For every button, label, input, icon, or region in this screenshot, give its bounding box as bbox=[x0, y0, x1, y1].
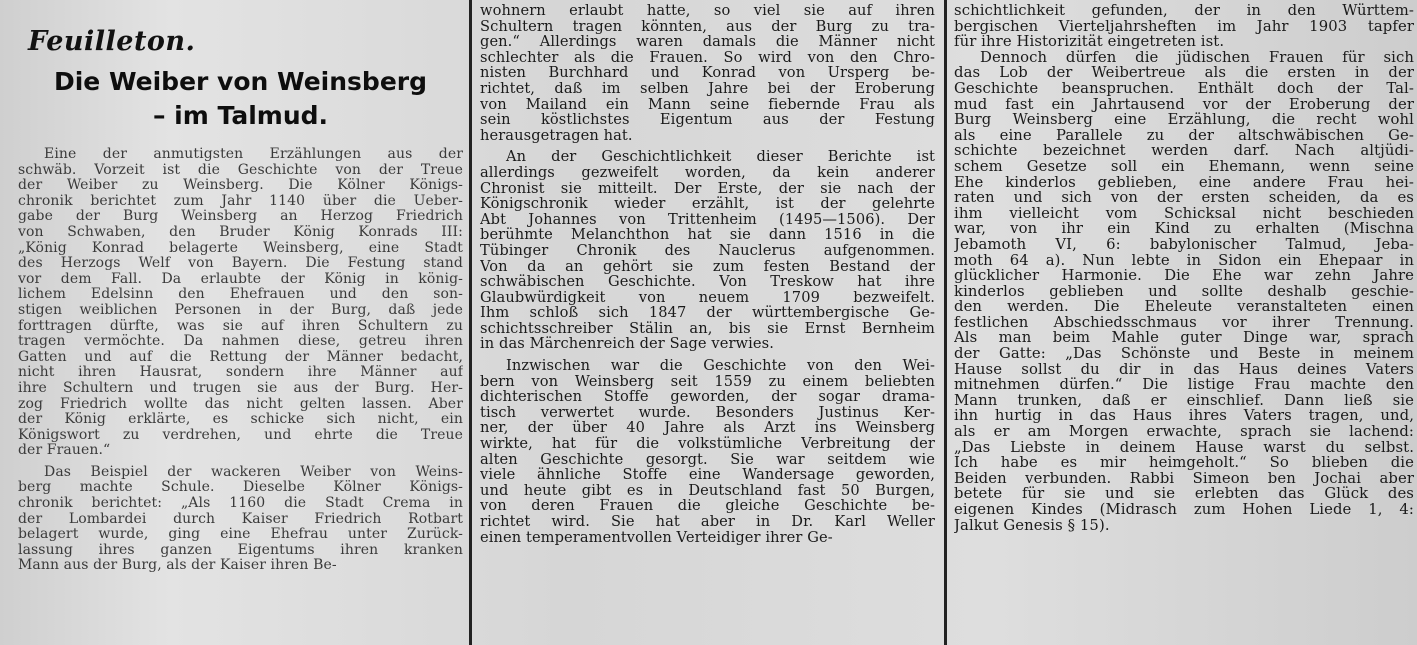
text-line: ner, der über 40 Jahre als Arzt ins Weinsberg bbox=[480, 419, 935, 437]
text-line: gen.“ Allerdings waren damals die Männer nicht bbox=[480, 33, 935, 51]
text-line: schwäb. Vorzeit ist die Geschichte von der Treue bbox=[18, 161, 463, 178]
text-line: allerdings gezweifelt worden, da kein anderer bbox=[480, 163, 935, 181]
text-line: Königschronik wieder erzählt, ist der gelehrte bbox=[480, 195, 935, 213]
text-line: belagert wurde, ging eine Ehefrau unter Zurück- bbox=[18, 526, 463, 543]
text-line: mitnehmen dürfen.“ Die listige Frau machte den bbox=[954, 376, 1414, 394]
text-line: Abt Johannes von Trittenheim (1495—1506). Der bbox=[480, 210, 935, 228]
text-line: als er am Morgen erwachte, sprach sie lachend: bbox=[954, 423, 1414, 441]
text-line: für ihre Historizität eingetreten ist. bbox=[954, 33, 1225, 51]
text-line: Königswort zu verdrehen, und ehrte die Treue bbox=[18, 426, 463, 443]
text-line: das Lob der Weibertreue als die ersten in der bbox=[954, 64, 1414, 82]
text-line: Eine der anmutigsten Erzählungen aus der bbox=[44, 146, 463, 162]
text-line: kinderlos geblieben und sollte deshalb geschie- bbox=[954, 282, 1414, 300]
text-line: schlechter als die Frauen. So wird von den Chro- bbox=[480, 48, 935, 66]
text-line: von Schwaben, den Bruder König Konrads III: bbox=[18, 223, 463, 240]
text-line: in das Märchenreich der Sage verwies. bbox=[480, 335, 774, 353]
text-line: der Gatte: „Das Schönste und Beste in meinem bbox=[954, 345, 1414, 363]
text-line: nisten Burchhard und Konrad von Ursperg be- bbox=[480, 64, 935, 82]
text-line: forttragen dürfte, was sie auf ihren Schultern zu bbox=[18, 317, 463, 334]
column-3 bbox=[954, 0, 1414, 645]
text-line: lichem Edelsinn den Ehefrauen und den son- bbox=[18, 286, 463, 303]
column-rule bbox=[944, 0, 947, 645]
text-line: Mann aus der Burg, als der Kaiser ihren Be- bbox=[18, 557, 337, 574]
text-line: des Herzogs Welf von Bayern. Die Festung stand bbox=[18, 255, 463, 272]
text-line: Geschichte beanspruchen. Enthält doch der Tal- bbox=[954, 79, 1414, 97]
text-line: von deren Frauen die gleiche Geschichte be- bbox=[480, 497, 935, 515]
text-line: Das Beispiel der wackeren Weiber von Weins- bbox=[44, 463, 463, 480]
text-line: tisch verwertet wurde. Besonders Justinus Ker- bbox=[480, 403, 935, 421]
article-headline bbox=[18, 65, 463, 133]
text-line: tragen vermöchte. Da nahmen diese, getreu ihren bbox=[18, 333, 463, 350]
text-line: Chronist sie mitteilt. Der Erste, der sie nach der bbox=[480, 179, 935, 197]
text-line: berühmte Melanchthon hat sie dann 1516 in die bbox=[480, 226, 935, 244]
text-line: Von da an gehört sie zum festen Bestand der bbox=[480, 257, 935, 275]
text-line: Ich habe es mir heimgeholt.“ So blieben die bbox=[954, 454, 1414, 472]
headline-line-2: – im Talmud. bbox=[152, 101, 329, 130]
text-line: glücklicher Harmonie. Die Ehe war zehn Jahre bbox=[954, 267, 1414, 285]
text-line: chronik berichtet zum Jahr 1140 über die Ueber- bbox=[18, 192, 463, 209]
text-line: schwäbischen Geschichte. Von Treskow hat ihre bbox=[480, 273, 935, 291]
text-line: „Das Liebste in deinem Hause warst du selbst. bbox=[954, 438, 1414, 456]
text-line: Beiden verbunden. Rabbi Simeon ben Jochai aber bbox=[954, 469, 1414, 487]
column-rule bbox=[469, 0, 472, 645]
headline-line-1: Die Weiber von Weinsberg bbox=[53, 67, 427, 96]
text-line: Schultern tragen könnten, aus der Burg zu tra- bbox=[480, 17, 935, 35]
text-line: Glaubwürdigkeit von neuem 1709 bezweifelt. bbox=[480, 288, 935, 306]
text-line: gabe der Burg Weinsberg an Herzog Friedrich bbox=[18, 208, 463, 225]
column-1 bbox=[18, 0, 463, 645]
text-line: mud fast ein Jahrtausend vor der Eroberung der bbox=[954, 95, 1414, 113]
text-line: Inzwischen war die Geschichte von den Wei- bbox=[506, 357, 935, 375]
text-line: „König Konrad belagerte Weinsberg, eine Stadt bbox=[18, 239, 463, 256]
text-line: als eine Parallele zu der altschwäbischen Ge- bbox=[954, 126, 1414, 144]
text-line: Jalkut Genesis § 15). bbox=[954, 516, 1110, 534]
text-line: eigenen Kindes (Midrasch zum Hohen Liede 1, 4: bbox=[954, 501, 1414, 518]
text-line: sein köstlichstes Eigentum aus der Festung bbox=[480, 111, 935, 129]
text-line: alten Geschichte gesorgt. Sie war seitdem wie bbox=[480, 450, 935, 468]
text-line: der Frauen.“ bbox=[18, 442, 111, 459]
text-line: dichterischen Stoffe geworden, der sogar drama- bbox=[480, 388, 935, 406]
section-rubric: Feuilleton. bbox=[28, 26, 196, 57]
text-line: bern von Weinsberg seit 1559 zu einem beliebten bbox=[480, 372, 935, 390]
text-line: zog Friedrich wollte das nicht gelten lassen. Aber bbox=[18, 395, 463, 412]
text-line: stigen weiblichen Personen in der Burg, daß jede bbox=[18, 301, 463, 318]
text-line: schichtlichkeit gefunden, der in den Württem- bbox=[954, 2, 1414, 19]
column-1-text bbox=[18, 147, 463, 574]
text-line: raten und sich von der ersten scheiden, da es bbox=[954, 189, 1414, 207]
text-line: nicht ihren Hausrat, sondern ihre Männer auf bbox=[18, 364, 463, 381]
text-line: den werden. Die Eheleute veranstalteten einen bbox=[954, 298, 1414, 316]
text-line: der Weiber zu Weinsberg. Die Kölner Königs- bbox=[18, 177, 463, 194]
text-line: schichtsschreiber Stälin an, bis sie Ernst Bernheim bbox=[480, 319, 935, 337]
text-line: und heute gibt es in Deutschland fast 50 Burgen, bbox=[480, 481, 935, 499]
text-line: Ihm schloß sich 1847 der württembergische Ge- bbox=[480, 304, 935, 322]
text-line: ihn hurtig in das Haus ihres Vaters tragen, und, bbox=[954, 407, 1414, 425]
text-line: bergischen Vierteljahrsheften im Jahr 1903 tapfer bbox=[954, 17, 1414, 35]
text-line: Mann trunken, daß er einschlief. Dann ließ sie bbox=[954, 391, 1414, 409]
text-line: Dennoch dürfen die jüdischen Frauen für sich bbox=[980, 48, 1414, 66]
column-2-text bbox=[480, 3, 935, 545]
text-line: Ehe kinderlos geblieben, eine andere Frau hei- bbox=[954, 173, 1414, 191]
text-line: lassung ihres ganzen Eigentums ihren kranken bbox=[18, 541, 463, 558]
text-line: Gatten und auf die Rettung der Männer bedacht, bbox=[18, 348, 463, 365]
text-line: schichte bezeichnet werden darf. Nach altjüdi- bbox=[954, 142, 1414, 160]
text-line: viele ähnliche Stoffe eine Wandersage geworden, bbox=[480, 466, 935, 484]
text-line: richtet wird. Sie hat aber in Dr. Karl Weller bbox=[480, 513, 935, 530]
text-line: wirkte, hat für die volkstümliche Verbreitung der bbox=[480, 435, 935, 453]
text-line: schem Gesetze soll ein Ehemann, wenn seine bbox=[954, 157, 1414, 175]
text-line: Burg Weinsberg eine Erzählung, die recht wohl bbox=[954, 111, 1414, 129]
text-line: An der Geschichtlichkeit dieser Berichte ist bbox=[506, 148, 935, 166]
text-line: Jebamoth VI, 6: babylonischer Talmud, Jeba- bbox=[954, 235, 1414, 253]
text-line: von Mailand ein Mann seine fiebernde Frau als bbox=[480, 95, 935, 113]
text-line: chronik berichtet: „Als 1160 die Stadt Crema in bbox=[18, 495, 463, 512]
text-line: berg machte Schule. Dieselbe Kölner Königs- bbox=[18, 479, 463, 496]
column-3-text bbox=[954, 3, 1414, 533]
text-line: der König erklärte, es schicke sich nicht, ein bbox=[18, 411, 463, 428]
text-line: ihre Schultern und trugen sie aus der Burg. Her- bbox=[18, 379, 463, 396]
column-2 bbox=[480, 0, 935, 645]
text-line: Tübinger Chronik des Nauclerus aufgenommen. bbox=[480, 241, 935, 259]
text-line: betete für sie und sie erlebten das Glück des bbox=[954, 485, 1414, 503]
text-line: ihm vielleicht vom Schicksal nicht beschieden bbox=[954, 204, 1414, 222]
text-line: einen temperamentvollen Verteidiger ihrer Ge- bbox=[480, 528, 833, 546]
text-line: Als man beim Mahle guter Dinge war, sprach bbox=[954, 329, 1414, 347]
text-line: richtet, daß im selben Jahre bei der Eroberung bbox=[480, 79, 935, 97]
text-line: der Lombardei durch Kaiser Friedrich Rotbart bbox=[18, 510, 463, 527]
text-line: vor dem Fall. Da erlaubte der König in könig- bbox=[18, 270, 463, 287]
text-line: herausgetragen hat. bbox=[480, 126, 633, 144]
text-line: moth 64 a). Nun lebte in Sidon ein Ehepaar in bbox=[954, 251, 1414, 269]
text-line: festlichen Abschiedsschmaus vor ihrer Trennung. bbox=[954, 313, 1414, 331]
text-line: Hause sollst du dir in das Haus deines Vaters bbox=[954, 360, 1414, 378]
text-line: wohnern erlaubt hatte, so viel sie auf ihren bbox=[480, 2, 935, 19]
text-line: war, von ihr ein Kind zu erhalten (Mischna bbox=[954, 220, 1414, 238]
